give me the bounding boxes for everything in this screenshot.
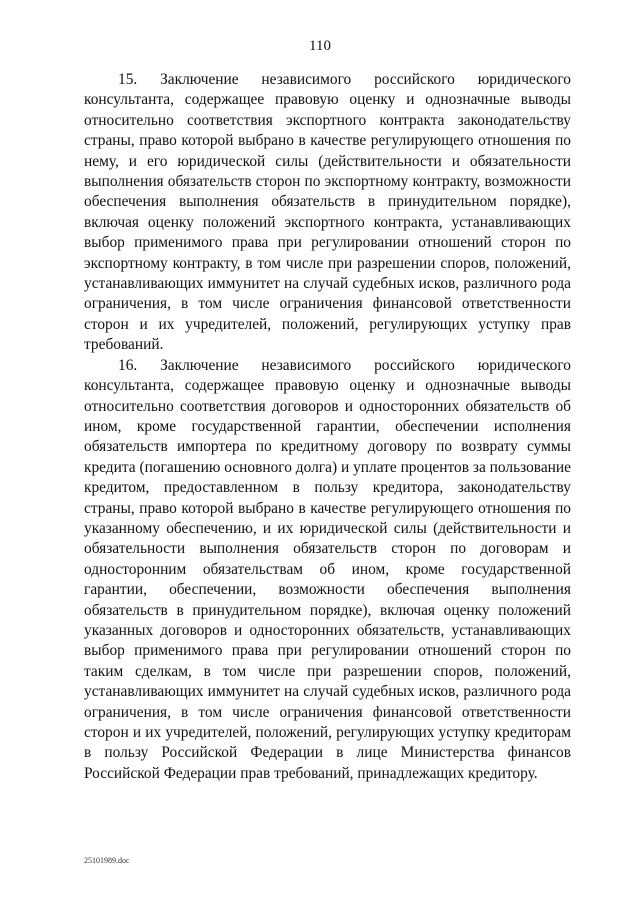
document-footer-filename: 25101989.doc bbox=[84, 856, 130, 865]
page-number: 110 bbox=[309, 38, 331, 54]
paragraph-15: 15. Заключение независимого российского юридического консультанта, содержащее правовую оценку и однозначные выводы относительно соответствия экспортного контракта законодательству страны, право которой выбрано в качестве регулирующего отношения по нему, и его юридической силы (действительности и обязательности выполнения обязательств сторон по экспортному контракту, возможности обеспечения выполнения обязательств в принудительном порядке), включая оценку положений экспортного контракта, устанавливающих выбор применимого права при регулировании отношений сторон по экспортному контракту, в том числе при разрешении споров, положений, устанавливающих иммунитет на случай судебных исков, различного рода ограничения, в том числе ограничения финансовой ответственности сторон и их учредителей, положений, регулирующих уступку прав требований. bbox=[84, 71, 571, 354]
document-body bbox=[84, 70, 571, 784]
paragraph-16: 16. Заключение независимого российского юридического консультанта, содержащее правовую оценку и однозначные выводы относительно соответствия договоров и односторонних обязательств об ином, кроме государственной гарантии, обеспечении исполнения обязательств импортера по кредитному договору по возврату суммы кредита (погашению основного долга) и уплате процентов за пользование кредитом, предоставленном в пользу кредитора, законодательству страны, право которой выбрано в качестве регулирующего отношения по указанному обеспечению, и их юридической силы (действительности и обязательности выполнения обязательств сторон по договорам и односторонним обязательствам об ином, кроме государственной гарантии, обеспечении, возможности обеспечения выполнения обязательств в принудительном порядке), включая оценку положений указанных договоров и односторонних обязательств, устанавливающих выбор применимого права при регулировании отношений сторон по таким сделкам, в том числе при разрешении споров, положений, устанавливающих иммунитет на случай судебных исков, различного рода ограничения, в том числе ограничения финансовой ответственности сторон и их учредителей, положений, регулирующих уступку кредиторам в пользу Российской Федерации в лице Министерства финансов Российской Федерации прав требований, принадлежащих кредитору. bbox=[84, 356, 571, 782]
